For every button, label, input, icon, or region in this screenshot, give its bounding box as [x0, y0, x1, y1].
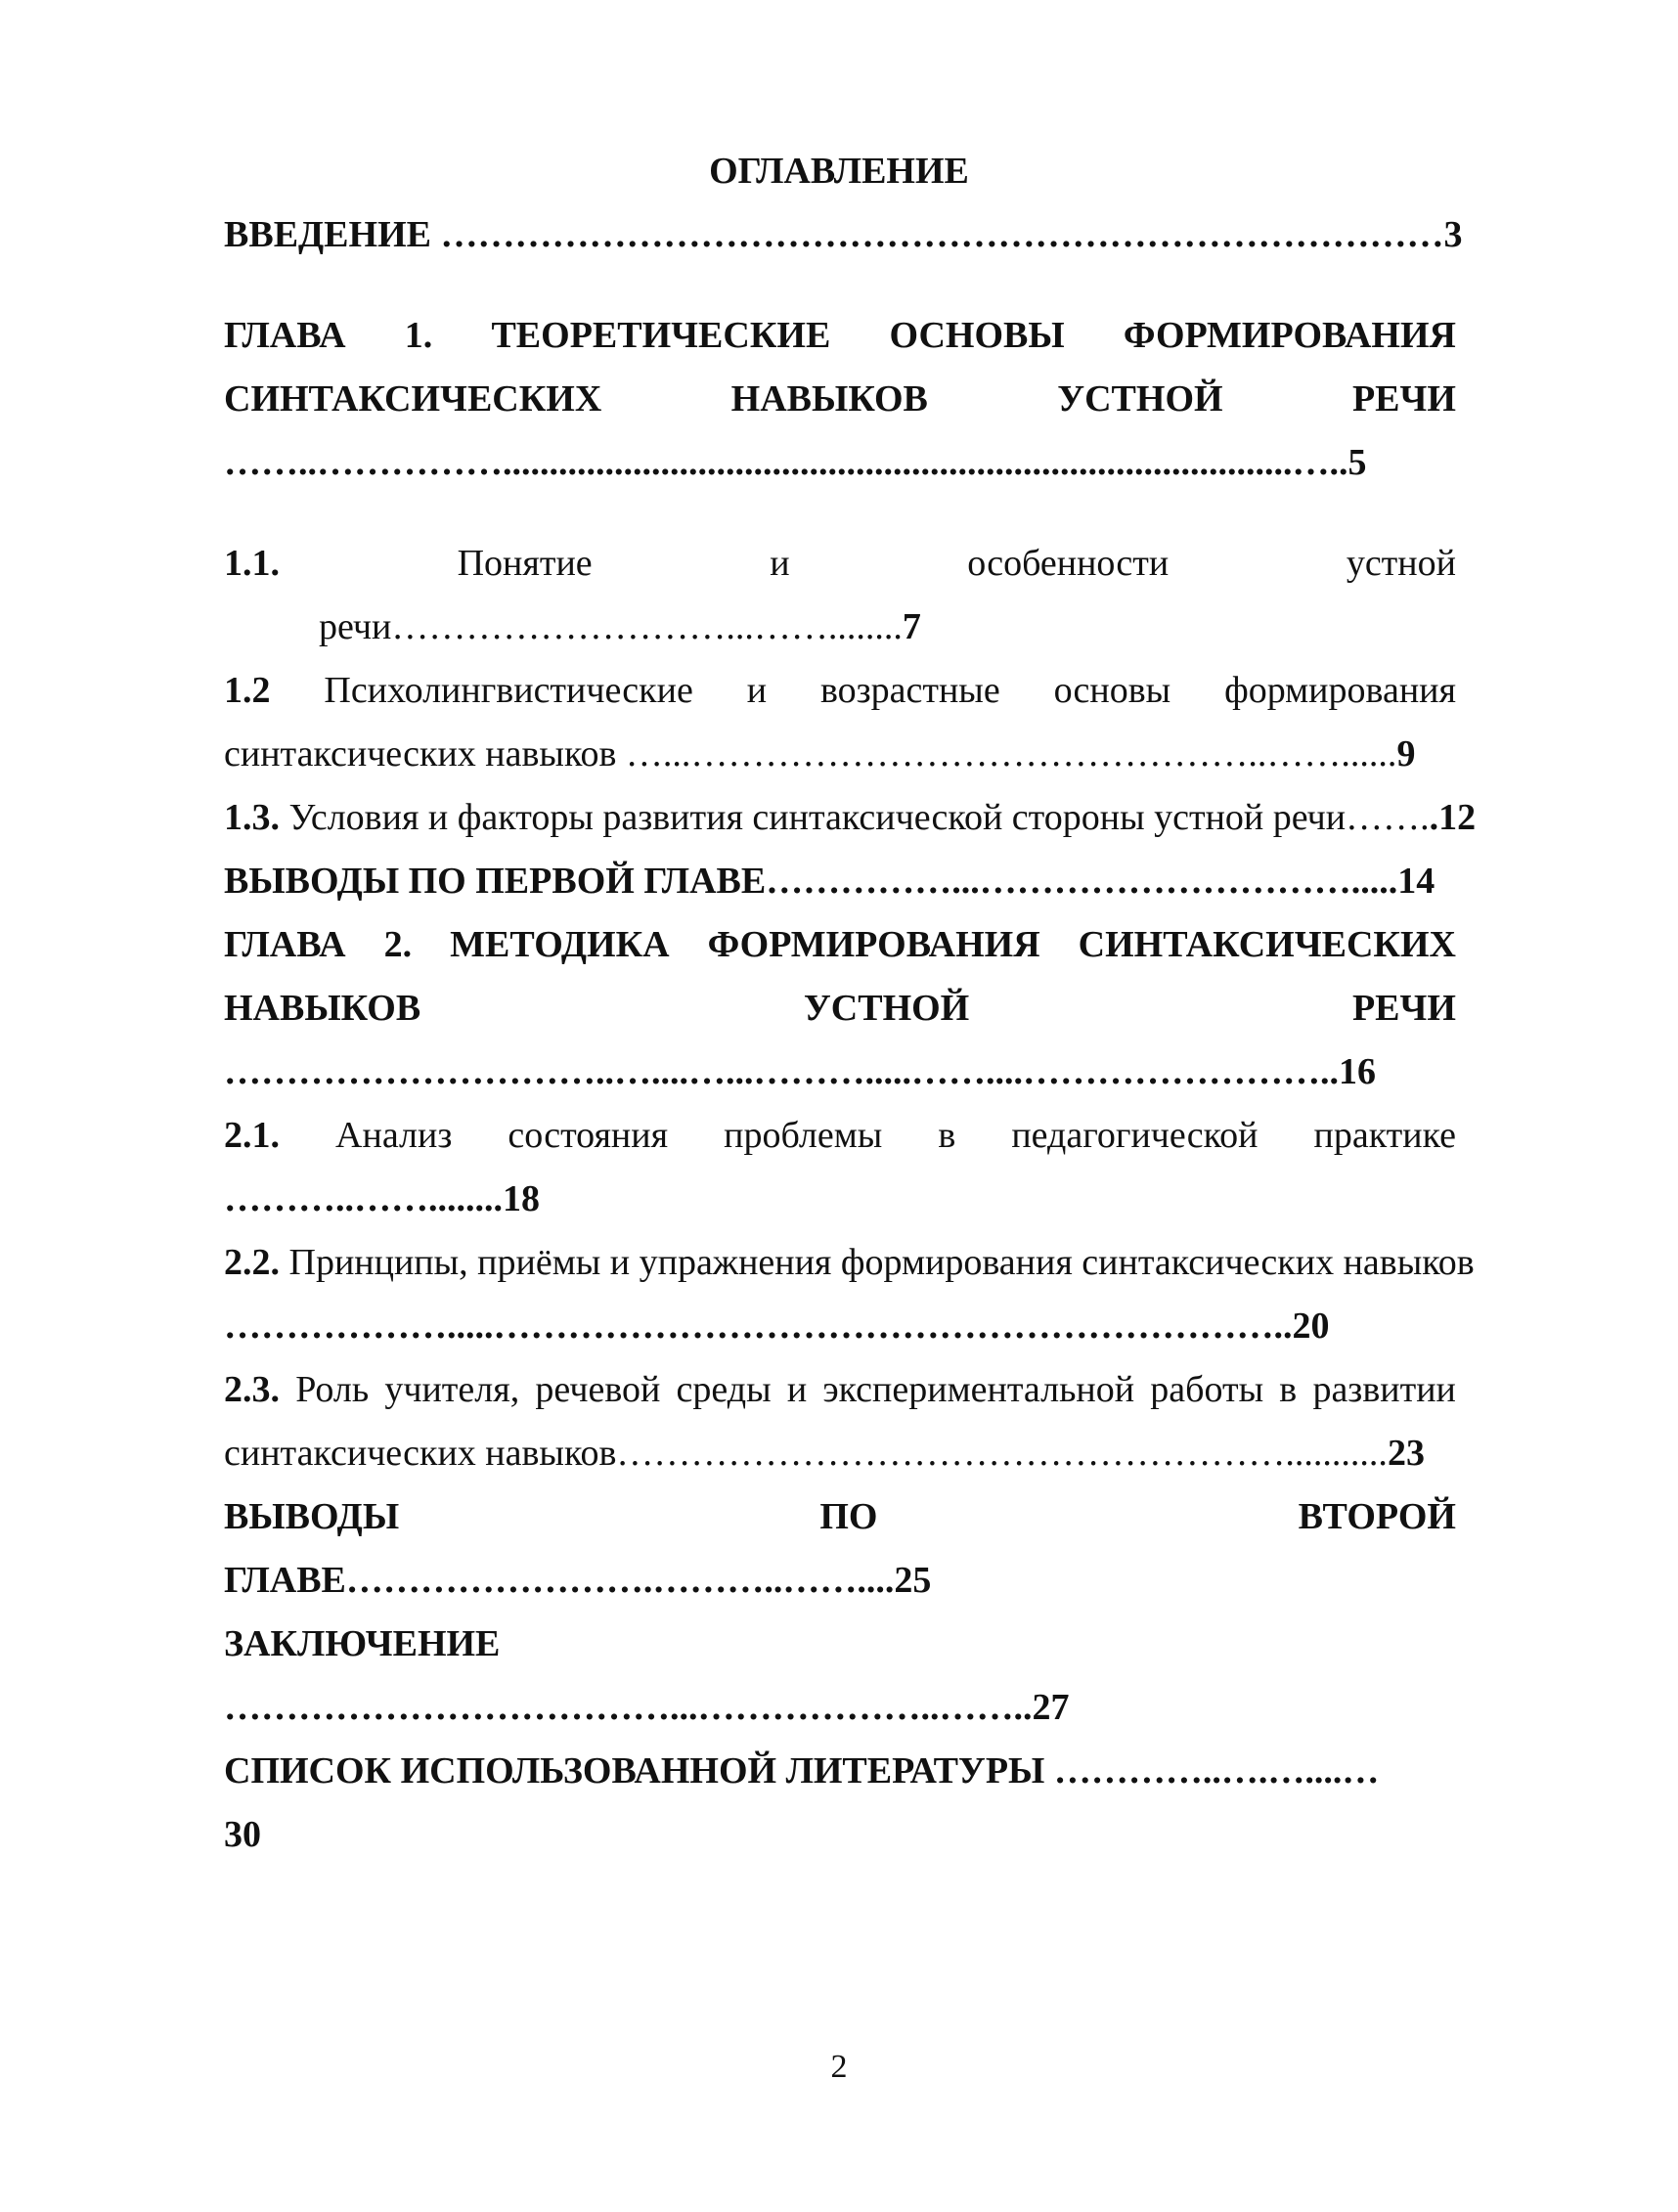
toc-word: и: [770, 543, 790, 584]
section-number: 1.2: [224, 670, 271, 711]
toc-entry-chapter2-line2: [224, 984, 1456, 1033]
toc-word: Анализ: [335, 1115, 453, 1156]
toc-entry-text: Принципы, приёмы и упражнения формирования синтаксических навыков: [280, 1242, 1475, 1283]
toc-word: ВЫВОДЫ: [224, 1496, 400, 1537]
toc-entry-1-2-line2: [224, 730, 1456, 778]
toc-title: ОГЛАВЛЕНИЕ: [709, 151, 969, 192]
toc-entry-chapter1-dots: ……..…………….....................................................................................…..5: [224, 442, 1367, 483]
toc-word: НАВЫКОВ: [224, 988, 421, 1029]
toc-page-number: 23: [1387, 1433, 1425, 1474]
toc-word: среды: [676, 1369, 772, 1410]
toc-entry-text: речи………………………...……........: [319, 606, 903, 647]
toc-word: ПО: [819, 1496, 878, 1537]
toc-word: состояния: [508, 1115, 669, 1156]
toc-entry-text: синтаксических навыков………………………………………………...........: [224, 1433, 1388, 1474]
toc-word: работы: [1150, 1369, 1264, 1410]
toc-word: УСТНОЙ: [803, 988, 970, 1029]
toc-word: развитии: [1312, 1369, 1456, 1410]
toc-word: ГЛАВА: [224, 315, 346, 356]
toc-word: особенности: [967, 543, 1170, 584]
toc-entry-2-3-line2: [224, 1429, 1456, 1478]
toc-entry-text: синтаксических навыков …...………………………………………..……......: [224, 733, 1397, 774]
toc-word: УСТНОЙ: [1057, 378, 1223, 420]
toc-word: 2.: [383, 924, 413, 965]
toc-entry-text: Условия и факторы развития синтаксической стороны устной речи…….: [280, 797, 1430, 838]
toc-word: Роль: [295, 1369, 370, 1410]
toc-entry-conclusions-chapter2-line2: ГЛАВЕ…………………….………..……....25: [224, 1560, 932, 1601]
toc-entry-chapter1-line1: [224, 311, 1456, 360]
toc-word: проблемы: [724, 1115, 883, 1156]
toc-word: возрастные: [819, 670, 1000, 711]
toc-word: РЕЧИ: [1351, 988, 1456, 1029]
section-number: 1.3.: [224, 797, 280, 838]
toc-entry-conclusions-chapter1: ВЫВОДЫ ПО ПЕРВОЙ ГЛАВЕ……………...………………………….....14: [224, 861, 1435, 902]
toc-word: Понятие: [457, 543, 593, 584]
toc-entry-2-3-line1: [224, 1365, 1456, 1414]
toc-word: ФОРМИРОВАНИЯ: [707, 924, 1040, 965]
toc-entry-conclusion-label: ЗАКЛЮЧЕНИЕ: [224, 1623, 501, 1664]
toc-entry-chapter2-line1: [224, 920, 1456, 969]
toc-word: формирования: [1224, 670, 1456, 711]
toc-entry-1-3: [224, 793, 1477, 842]
toc-word: ТЕОРЕТИЧЕСКИЕ: [491, 315, 831, 356]
toc-entry-1-2-line1: [224, 666, 1456, 715]
toc-word: СИНТАКСИЧЕСКИХ: [224, 378, 602, 420]
toc-entry-conclusions-chapter2-line1: [224, 1492, 1456, 1541]
toc-page-number: 9: [1396, 733, 1416, 774]
toc-word: педагогической: [1011, 1115, 1258, 1156]
toc-entry-conclusion-dots: ………………………………...………………..……..27: [224, 1687, 1070, 1728]
toc-word: ВТОРОЙ: [1298, 1496, 1456, 1537]
toc-word: СИНТАКСИЧЕСКИХ: [1078, 924, 1456, 965]
toc-entry-2-1-line1: [224, 1111, 1456, 1160]
toc-entry-references-page: 30: [224, 1814, 261, 1855]
toc-word: экспериментальной: [822, 1369, 1135, 1410]
toc-entry-2-2-line2: ……………….....………………………………………………………..20: [224, 1305, 1330, 1347]
toc-entry-chapter2-dots: …………………………..…....…...……….....……....……………………..16: [224, 1051, 1376, 1092]
toc-entry-2-2-line1: [224, 1238, 1475, 1287]
toc-word: учителя,: [384, 1369, 520, 1410]
toc-entry-2-1-line2: ………..……........18: [224, 1178, 540, 1219]
toc-entry-1-1-line1: [224, 539, 1456, 588]
toc-word: и: [746, 670, 768, 711]
toc-word: практике: [1313, 1115, 1456, 1156]
toc-word: основы: [1053, 670, 1171, 711]
toc-word: ОСНОВЫ: [889, 315, 1065, 356]
toc-entry-chapter1-line2: [224, 375, 1456, 423]
section-number: 2.1.: [224, 1115, 280, 1156]
toc-word: ФОРМИРОВАНИЯ: [1123, 315, 1456, 356]
toc-word: ГЛАВА: [224, 924, 346, 965]
section-number: 2.3.: [224, 1369, 280, 1410]
toc-word: 1.: [404, 315, 433, 356]
toc-word: устной: [1346, 543, 1456, 584]
toc-word: в: [1279, 1369, 1298, 1410]
toc-page-number: 7: [902, 606, 921, 647]
toc-word: речевой: [535, 1369, 661, 1410]
toc-word: и: [786, 1369, 808, 1410]
toc-word: НАВЫКОВ: [730, 378, 928, 420]
section-number: 2.2.: [224, 1242, 280, 1283]
toc-entry-intro: ВВЕДЕНИЕ ………………………………………………………………………3: [224, 214, 1463, 255]
toc-entry-references: СПИСОК ИСПОЛЬЗОВАННОЙ ЛИТЕРАТУРЫ …………..….…....…: [224, 1750, 1380, 1792]
toc-entry-1-1-line2: [319, 602, 1456, 651]
toc-word: в: [938, 1115, 956, 1156]
toc-word: Психолингвистические: [324, 670, 693, 711]
toc-word: РЕЧИ: [1351, 378, 1456, 420]
toc-page-number: .12: [1429, 797, 1477, 838]
section-number: 1.1.: [224, 543, 280, 584]
page-number: 2: [830, 2049, 848, 2085]
toc-word: МЕТОДИКА: [450, 924, 670, 965]
